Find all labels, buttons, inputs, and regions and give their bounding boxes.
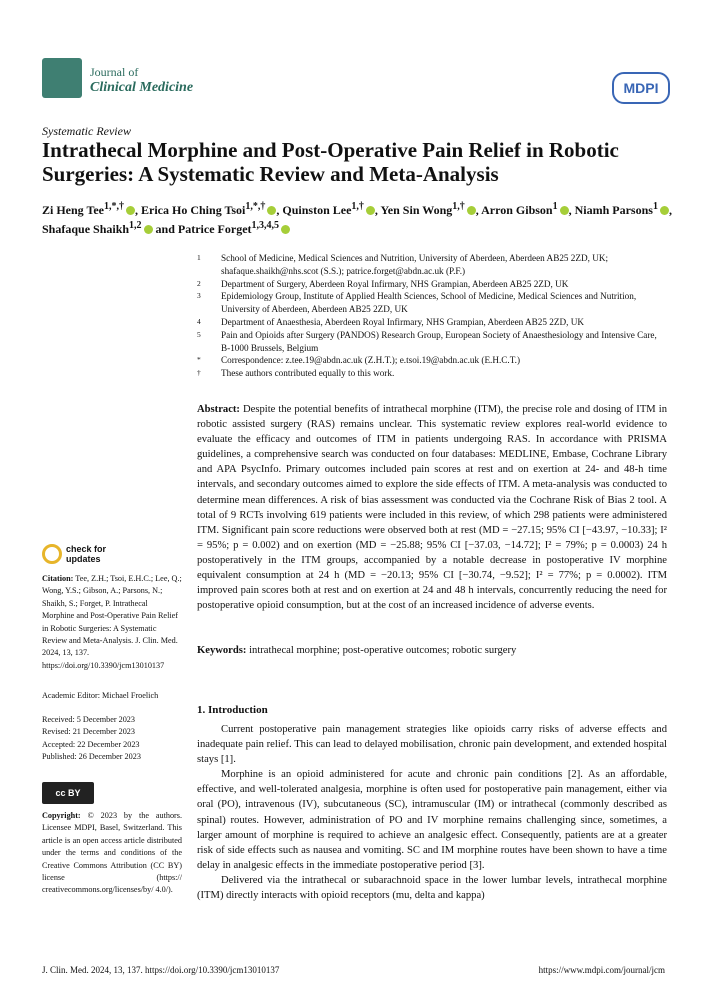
keywords	[197, 645, 667, 656]
affiliation-number: †	[197, 368, 201, 378]
orcid-icon[interactable]	[366, 206, 375, 215]
affiliation-item	[197, 316, 667, 329]
abstract-text: Despite the potential benefits of intrathecal morphine (ITM), the precise role and dosing of ITM in robotic assisted surgery (RAS) remains unclear. This systematic review explores real-world evidence to evaluate the efficacy and outcomes of ITM in patients undergoing RAS. In accordance with PRISMA guidelines, a comprehensive search was conducted on four databases: MEDLINE, Embase, Cochrane Library and APA PsycInfo. Primary outcomes included pain scores at rest and on exertion at 24- and 48-h time intervals, and secondary outcomes aimed to explore the side effects of ITM. A meta-analysis was conducted to determine mean differences. A risk of bias assessment was conducted via the Cochrane Risk of Bias 2 tool. A total of 9 RCTs involving 619 patients were included in this review, of which 298 patients were administered ITM. Significant pain score reductions were observed both at rest (MD = −27.15; 95% CI [−43.97, −10.33]; I² = 95%; p = 0.002) and on exertion (MD = −25.88; 95% CI [−37.03, −14.72]; I² = 79%; p = 0.0003) 24 h postoperatively in the ITM groups, accompanied by a notable decrease in postoperative IV morphine equivalent consumption at 24 h (MD = −20.13; 95% CI [−30.74, −9.52]; I² = 77%; p = 0.0002). ITM improved pain scores both at rest and on exertion at 24 and 48 h intervals, concurrently reducing the need for postoperative opioid consumption, but at the cost of an increased incidence of adverse events.	[197, 404, 667, 612]
affiliation-number: 5	[197, 329, 201, 339]
affiliation-text: Epidemiology Group, Institute of Applied Health Sciences, School of Medicine, Medical Sciences and Nutrition, University of Aberdeen, Aberdeen AB25 2ZD, UK	[221, 291, 637, 315]
affiliation-item	[197, 354, 667, 367]
author-list: Zi Heng Tee$^{1,*,\dagger}$ , Erica Ho Ching Tsoi$^{1,*,\dagger}$ , Quinston Lee$^{1,\dagger}$ , Yen Sin Wong$^{1,\dagger}$ , Arron Gibson$^1$ , Niamh Parsons$^1$ , Shafaque Shaikh$^{1,2}$ and Patrice Forget$^{1,3,4,5}$	[42, 201, 672, 236]
check-updates-line1: check for	[66, 544, 107, 554]
abstract	[197, 402, 667, 613]
intro-paragraph: Morphine is an opioid administered for acute and chronic pain conditions [2]. As an affordable, effective, and well-tolerated analgesia, morphine is often used for postoperative pain management, either via oral (PO), intravenous (IV), subcutaneous (SC), intramuscular (IM) or intrathecal (commonly described as spinal) routes. However, administration of PO and IV morphine remains challenging since, sometimes, a larger amount of morphine is required to achieve an analgesic effect. Consequently, patients are at a greater risk of side effects such as nausea and vomiting. SC and IM morphine routes have been shown to have a time delay in analgesic effects in the immediate postoperative period [3].	[197, 769, 667, 871]
intro-paragraph: Delivered via the intrathecal or subarachnoid space in the lower lumbar levels, intrathecal morphine (ITM) directly interacts with opioid receptors (mu, delta and kappa)	[197, 874, 667, 902]
affiliation-number: 1	[197, 253, 201, 262]
publication-date: Published: 26 December 2023	[42, 752, 141, 762]
author-name: Yen Sin Wong	[380, 203, 453, 217]
author-name: Quinston Lee	[282, 203, 352, 217]
orcid-icon[interactable]	[126, 206, 135, 215]
affiliation-text: Pain and Opioids after Surgery (PANDOS) Research Group, European Society of Anaesthesiology and Intensive Care, B-1000 Brussels, Belgium	[221, 329, 657, 353]
affiliation-text: Department of Surgery, Aberdeen Royal Infirmary, NHS Grampian, Aberdeen AB25 2ZD, UK	[221, 278, 569, 289]
publication-date: Accepted: 22 December 2023	[42, 739, 140, 749]
author-affiliation-marker: 1,2	[129, 220, 142, 231]
section-heading-introduction: 1. Introduction	[197, 704, 268, 716]
orcid-icon[interactable]	[281, 225, 290, 234]
author-name: Niamh Parsons	[574, 203, 653, 217]
affiliation-text: School of Medicine, Medical Sciences and Nutrition, University of Aberdeen, Aberdeen AB25 2ZD, UK; shafaque.shaikh@nhs.scot (S.S.); patrice.forget@abdn.ac.uk (P.F.)	[221, 253, 609, 276]
footer-journal-url[interactable]: https://www.mdpi.com/journal/jcm	[538, 965, 665, 975]
mdpi-logo[interactable]: MDPI	[612, 72, 670, 104]
keywords-label: Keywords:	[197, 645, 247, 656]
affiliations	[197, 252, 667, 380]
copyright-text: © 2023 by the authors. Licensee MDPI, Basel, Switzerland. This article is an open access article distributed under the terms and conditions of the Creative Commons Attribution (CC BY) license (https:// creativecommons.org/licenses/by/ 4.0/).	[42, 811, 183, 895]
keywords-text: intrathecal morphine; post-operative outcomes; robotic surgery	[249, 645, 517, 656]
article-type: Systematic Review	[42, 124, 131, 138]
citation-text: Tee, Z.H.; Tsoi, E.H.C.; Lee, Q.; Wong, Y.S.; Gibson, A.; Parsons, N.; Shaikh, S.; Forget, P. Intrathecal Morphine and Post-Operative Pain Relief in Robotic Surgeries: A Systematic Review and Meta-Analysis. J. Clin. Med. 2024, 13, 137. https://doi.org/10.3390/jcm13010137	[42, 574, 182, 670]
copyright-label: Copyright:	[42, 811, 81, 820]
check-for-updates-button[interactable]	[42, 544, 106, 564]
affiliation-item	[197, 290, 667, 316]
author-affiliation-marker: 1,*,†	[104, 201, 125, 212]
author-affiliation-marker: 1	[652, 201, 658, 212]
affiliation-item	[197, 329, 667, 355]
author-name: Shafaque Shaikh	[42, 222, 130, 236]
footer-citation[interactable]: J. Clin. Med. 2024, 13, 137. https://doi.org/10.3390/jcm13010137	[42, 965, 280, 975]
author-name: Zi Heng Tee	[42, 203, 105, 217]
academic-editor: Academic Editor: Michael Froelich	[42, 691, 159, 700]
journal-name-line2: Clinical Medicine	[90, 80, 194, 95]
affiliation-number: 2	[197, 278, 201, 288]
orcid-icon[interactable]	[560, 206, 569, 215]
affiliation-item	[197, 278, 667, 291]
introduction-body	[197, 722, 667, 903]
copyright-block	[42, 810, 182, 897]
journal-logo	[42, 58, 82, 98]
affiliation-text: Correspondence: z.tee.19@abdn.ac.uk (Z.H.T.); e.tsoi.19@abdn.ac.uk (E.H.C.T.)	[221, 355, 521, 366]
author-name: Arron Gibson	[481, 203, 553, 217]
check-updates-icon	[42, 544, 62, 564]
author-name: Patrice Forget	[177, 222, 252, 236]
author-affiliation-marker: 1	[552, 201, 558, 212]
orcid-icon[interactable]	[467, 206, 476, 215]
citation-block	[42, 573, 182, 672]
dates-block	[42, 714, 182, 764]
author-affiliation-marker: 1,*,†	[245, 201, 266, 212]
publication-date: Revised: 21 December 2023	[42, 727, 135, 737]
author-affiliation-marker: 1,†	[452, 201, 465, 212]
affiliation-text: These authors contributed equally to this work.	[221, 368, 395, 379]
affiliation-number: 3	[197, 291, 201, 301]
author-name: Erica Ho Ching Tsoi	[141, 203, 246, 217]
cc-by-license-icon[interactable]: cc BY	[42, 782, 94, 804]
author-affiliation-marker: 1,3,4,5	[251, 220, 280, 231]
paper-title: Intrathecal Morphine and Post-Operative Pain Relief in Robotic Surgeries: A Systematic Review and Meta-Analysis	[42, 138, 619, 186]
affiliation-number: *	[197, 355, 201, 365]
citation-label: Citation:	[42, 574, 74, 583]
orcid-icon[interactable]	[144, 225, 153, 234]
affiliation-text: Department of Anaesthesia, Aberdeen Royal Infirmary, NHS Grampian, Aberdeen AB25 2ZD, UK	[221, 316, 584, 327]
affiliation-item	[197, 252, 667, 278]
orcid-icon[interactable]	[267, 206, 276, 215]
author-affiliation-marker: 1,†	[351, 201, 364, 212]
abstract-label: Abstract:	[197, 404, 240, 415]
affiliation-item	[197, 367, 667, 380]
orcid-icon[interactable]	[660, 206, 669, 215]
publication-date: Received: 5 December 2023	[42, 715, 135, 724]
journal-name-line1: Journal of	[90, 65, 139, 79]
intro-paragraph: Current postoperative pain management strategies like opioids carry risks of adverse effects and inadequate pain relief. This can lead to delayed mobilisation, chronic pain development, and extended hospital stays [1].	[197, 724, 667, 766]
affiliation-number: 4	[197, 316, 201, 326]
check-updates-line2: updates	[66, 554, 101, 564]
